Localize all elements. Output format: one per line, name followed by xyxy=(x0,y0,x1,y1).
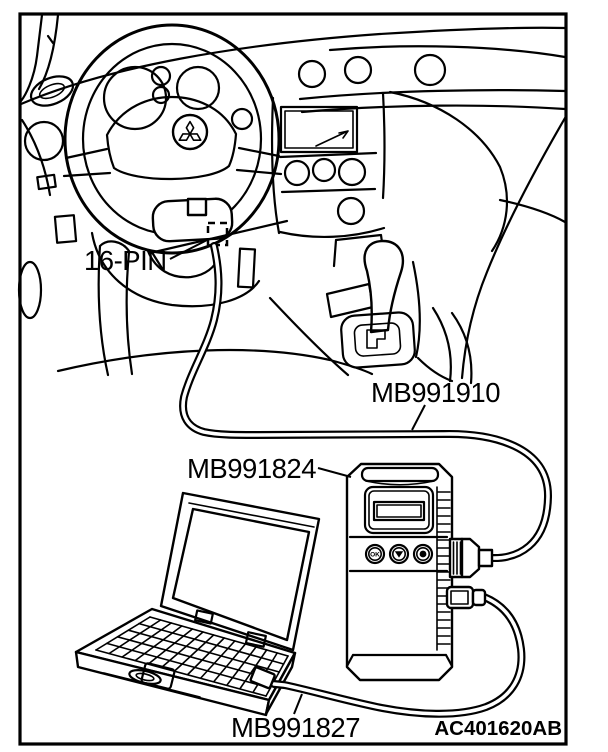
vci-ok-button xyxy=(366,545,384,563)
vci-down-button xyxy=(390,545,408,563)
dsub-shell xyxy=(462,539,479,577)
horn-pad-notch xyxy=(188,199,206,215)
mitsubishi-logo xyxy=(173,115,207,149)
vci-enter-button xyxy=(414,545,432,563)
label-mb991827: MB991827 xyxy=(231,712,361,743)
logo-circle xyxy=(173,115,207,149)
label-16-pin: 16-PIN xyxy=(84,245,167,276)
label-mb991910: MB991910 xyxy=(371,377,501,408)
figure-code: AC401620AB xyxy=(434,717,562,740)
enter-button-icon xyxy=(420,551,427,558)
dsub-cable-boot xyxy=(479,550,492,566)
label-mb991824: MB991824 xyxy=(187,453,317,484)
usb-cable-boot xyxy=(473,590,485,605)
ok-button-icon: OK xyxy=(370,551,380,559)
vci-usb-connector xyxy=(447,587,485,608)
